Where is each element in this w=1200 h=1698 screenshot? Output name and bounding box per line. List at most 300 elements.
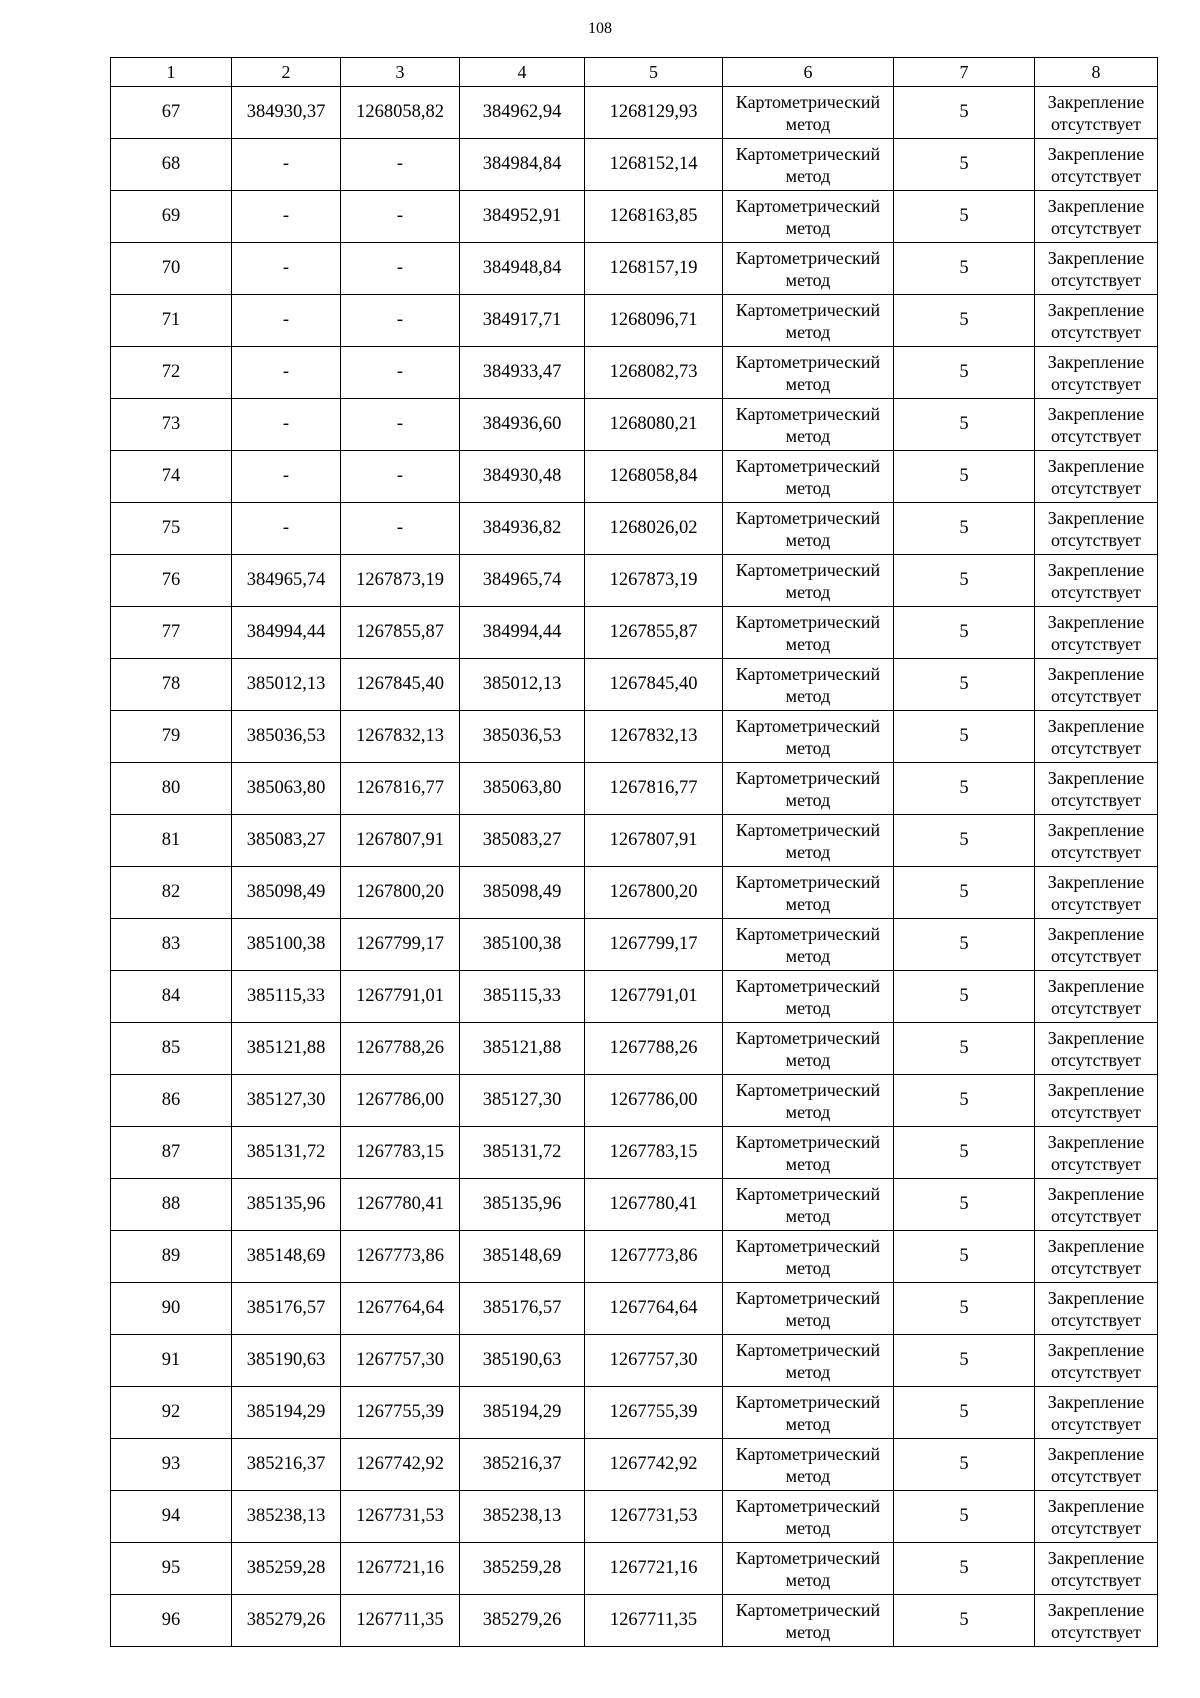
table-row — [111, 1543, 1158, 1595]
fixing-text: отсутствует — [1050, 165, 1142, 186]
accuracy-cell: 5 — [894, 295, 1035, 347]
point-number-cell: 84 — [111, 971, 232, 1023]
coord-x-new-cell: 384962,94 — [460, 87, 585, 139]
column-header: 6 — [723, 58, 894, 87]
coord-y-new-cell: 1267873,19 — [585, 555, 723, 607]
fixing-text: отсутствует — [1050, 997, 1142, 1018]
accuracy-cell: 5 — [894, 763, 1035, 815]
fixing-cell — [1035, 243, 1158, 295]
method-text: метод — [785, 841, 831, 862]
method-text: Картометрический — [735, 611, 881, 632]
method-cell — [723, 763, 894, 815]
fixing-text: Закрепление — [1047, 1391, 1145, 1412]
coord-y-new-cell: 1267783,15 — [585, 1127, 723, 1179]
method-text: Картометрический — [735, 767, 881, 788]
fixing-text: Закрепление — [1047, 715, 1145, 736]
method-cell — [723, 1595, 894, 1647]
coord-x-old-cell: - — [232, 295, 341, 347]
method-text: метод — [785, 269, 831, 290]
method-cell — [723, 815, 894, 867]
table-row — [111, 1127, 1158, 1179]
coord-x-old-cell: 385135,96 — [232, 1179, 341, 1231]
coord-x-new-cell: 384984,84 — [460, 139, 585, 191]
coord-y-old-cell: 1267832,13 — [341, 711, 460, 763]
point-number-cell: 91 — [111, 1335, 232, 1387]
method-cell — [723, 503, 894, 555]
coord-y-new-cell: 1267855,87 — [585, 607, 723, 659]
fixing-cell — [1035, 399, 1158, 451]
point-number-cell: 72 — [111, 347, 232, 399]
accuracy-cell: 5 — [894, 243, 1035, 295]
fixing-text: отсутствует — [1050, 841, 1142, 862]
method-text: метод — [785, 217, 831, 238]
coord-x-new-cell: 385063,80 — [460, 763, 585, 815]
point-number-cell: 86 — [111, 1075, 232, 1127]
method-text: метод — [785, 1569, 831, 1590]
header-row — [111, 58, 1158, 87]
accuracy-cell: 5 — [894, 1335, 1035, 1387]
method-cell — [723, 295, 894, 347]
fixing-text: Закрепление — [1047, 871, 1145, 892]
fixing-text: Закрепление — [1047, 1287, 1145, 1308]
coord-y-old-cell: 1267757,30 — [341, 1335, 460, 1387]
method-text: метод — [785, 1309, 831, 1330]
table-row — [111, 1283, 1158, 1335]
coord-y-old-cell: 1267773,86 — [341, 1231, 460, 1283]
coord-y-old-cell: 1267816,77 — [341, 763, 460, 815]
accuracy-cell: 5 — [894, 1387, 1035, 1439]
coord-x-new-cell: 385083,27 — [460, 815, 585, 867]
method-text: Картометрический — [735, 1235, 881, 1256]
table-row — [111, 243, 1158, 295]
fixing-text: Закрепление — [1047, 1027, 1145, 1048]
fixing-cell — [1035, 1127, 1158, 1179]
coord-x-old-cell: - — [232, 243, 341, 295]
fixing-text: Закрепление — [1047, 195, 1145, 216]
fixing-text: Закрепление — [1047, 611, 1145, 632]
coord-x-old-cell: 385036,53 — [232, 711, 341, 763]
method-text: метод — [785, 1205, 831, 1226]
method-cell — [723, 347, 894, 399]
point-number-cell: 73 — [111, 399, 232, 451]
method-cell — [723, 451, 894, 503]
coord-y-new-cell: 1268026,02 — [585, 503, 723, 555]
table-row — [111, 1075, 1158, 1127]
fixing-text: отсутствует — [1050, 685, 1142, 706]
method-text: метод — [785, 633, 831, 654]
fixing-text: Закрепление — [1047, 403, 1145, 424]
column-header: 1 — [111, 58, 232, 87]
fixing-cell — [1035, 659, 1158, 711]
coord-x-new-cell: 384917,71 — [460, 295, 585, 347]
method-text: метод — [785, 893, 831, 914]
coord-y-old-cell: 1267764,64 — [341, 1283, 460, 1335]
accuracy-cell: 5 — [894, 607, 1035, 659]
fixing-text: Закрепление — [1047, 559, 1145, 580]
coord-x-new-cell: 385131,72 — [460, 1127, 585, 1179]
fixing-cell — [1035, 1543, 1158, 1595]
method-text: метод — [785, 1361, 831, 1382]
coord-y-new-cell: 1267755,39 — [585, 1387, 723, 1439]
point-number-cell: 80 — [111, 763, 232, 815]
coord-x-new-cell: 385259,28 — [460, 1543, 585, 1595]
fixing-text: Закрепление — [1047, 351, 1145, 372]
fixing-text: Закрепление — [1047, 1079, 1145, 1100]
coord-x-new-cell: 385190,63 — [460, 1335, 585, 1387]
coord-y-old-cell: - — [341, 347, 460, 399]
coord-x-new-cell: 384933,47 — [460, 347, 585, 399]
method-text: Картометрический — [735, 1027, 881, 1048]
coord-x-old-cell: 385238,13 — [232, 1491, 341, 1543]
coord-y-new-cell: 1267807,91 — [585, 815, 723, 867]
method-text: метод — [785, 477, 831, 498]
method-cell — [723, 1491, 894, 1543]
coord-x-old-cell: 385083,27 — [232, 815, 341, 867]
method-text: Картометрический — [735, 91, 881, 112]
fixing-cell — [1035, 139, 1158, 191]
accuracy-cell: 5 — [894, 659, 1035, 711]
point-number-cell: 82 — [111, 867, 232, 919]
method-text: Картометрический — [735, 195, 881, 216]
method-text: метод — [785, 685, 831, 706]
table-row — [111, 295, 1158, 347]
method-text: метод — [785, 789, 831, 810]
coord-x-old-cell: - — [232, 191, 341, 243]
coord-y-new-cell: 1267780,41 — [585, 1179, 723, 1231]
fixing-cell — [1035, 1179, 1158, 1231]
coord-y-old-cell: - — [341, 139, 460, 191]
method-cell — [723, 1335, 894, 1387]
coord-y-new-cell: 1267721,16 — [585, 1543, 723, 1595]
coord-x-old-cell: 385216,37 — [232, 1439, 341, 1491]
coord-y-old-cell: - — [341, 295, 460, 347]
coord-x-new-cell: 385194,29 — [460, 1387, 585, 1439]
accuracy-cell: 5 — [894, 503, 1035, 555]
coord-y-new-cell: 1267764,64 — [585, 1283, 723, 1335]
table-row — [111, 347, 1158, 399]
accuracy-cell: 5 — [894, 555, 1035, 607]
coord-y-old-cell: 1267783,15 — [341, 1127, 460, 1179]
method-text: метод — [785, 737, 831, 758]
coord-y-new-cell: 1267711,35 — [585, 1595, 723, 1647]
method-text: Картометрический — [735, 663, 881, 684]
coord-x-new-cell: 385176,57 — [460, 1283, 585, 1335]
coord-x-new-cell: 385135,96 — [460, 1179, 585, 1231]
method-cell — [723, 1439, 894, 1491]
method-cell — [723, 867, 894, 919]
method-text: метод — [785, 1049, 831, 1070]
method-text: метод — [785, 1621, 831, 1642]
method-cell — [723, 1023, 894, 1075]
method-cell — [723, 971, 894, 1023]
coord-x-old-cell: 385131,72 — [232, 1127, 341, 1179]
column-header: 3 — [341, 58, 460, 87]
coord-y-old-cell: - — [341, 243, 460, 295]
coord-y-new-cell: 1268163,85 — [585, 191, 723, 243]
method-text: Картометрический — [735, 1547, 881, 1568]
method-text: метод — [785, 1465, 831, 1486]
method-text: метод — [785, 113, 831, 134]
fixing-text: отсутствует — [1050, 1257, 1142, 1278]
table-row — [111, 971, 1158, 1023]
point-number-cell: 78 — [111, 659, 232, 711]
fixing-cell — [1035, 1023, 1158, 1075]
point-number-cell: 79 — [111, 711, 232, 763]
coord-x-new-cell: 384965,74 — [460, 555, 585, 607]
coord-y-old-cell: 1267786,00 — [341, 1075, 460, 1127]
table-row — [111, 139, 1158, 191]
coord-y-old-cell: - — [341, 451, 460, 503]
coord-x-new-cell: 385115,33 — [460, 971, 585, 1023]
coord-y-old-cell: - — [341, 399, 460, 451]
coord-y-new-cell: 1268152,14 — [585, 139, 723, 191]
coord-x-old-cell: 385098,49 — [232, 867, 341, 919]
method-cell — [723, 659, 894, 711]
accuracy-cell: 5 — [894, 347, 1035, 399]
fixing-cell — [1035, 867, 1158, 919]
coord-x-new-cell: 385148,69 — [460, 1231, 585, 1283]
coord-y-old-cell: 1267791,01 — [341, 971, 460, 1023]
coord-x-new-cell: 385127,30 — [460, 1075, 585, 1127]
coord-x-old-cell: 385012,13 — [232, 659, 341, 711]
coord-x-new-cell: 385279,26 — [460, 1595, 585, 1647]
fixing-text: отсутствует — [1050, 1205, 1142, 1226]
method-cell — [723, 1543, 894, 1595]
coord-x-new-cell: 385121,88 — [460, 1023, 585, 1075]
coord-x-new-cell: 385216,37 — [460, 1439, 585, 1491]
method-text: метод — [785, 321, 831, 342]
fixing-text: отсутствует — [1050, 581, 1142, 602]
point-number-cell: 94 — [111, 1491, 232, 1543]
point-number-cell: 87 — [111, 1127, 232, 1179]
fixing-text: Закрепление — [1047, 507, 1145, 528]
fixing-text: Закрепление — [1047, 1599, 1145, 1620]
fixing-text: отсутствует — [1050, 1153, 1142, 1174]
method-text: Картометрический — [735, 975, 881, 996]
fixing-text: отсутствует — [1050, 1413, 1142, 1434]
table-row — [111, 919, 1158, 971]
coord-x-old-cell: 385194,29 — [232, 1387, 341, 1439]
fixing-cell — [1035, 1335, 1158, 1387]
point-number-cell: 69 — [111, 191, 232, 243]
point-number-cell: 74 — [111, 451, 232, 503]
fixing-text: Закрепление — [1047, 1443, 1145, 1464]
coord-x-old-cell: 385190,63 — [232, 1335, 341, 1387]
point-number-cell: 81 — [111, 815, 232, 867]
point-number-cell: 75 — [111, 503, 232, 555]
fixing-text: Закрепление — [1047, 1235, 1145, 1256]
fixing-cell — [1035, 711, 1158, 763]
coord-y-old-cell: 1267731,53 — [341, 1491, 460, 1543]
accuracy-cell: 5 — [894, 191, 1035, 243]
accuracy-cell: 5 — [894, 867, 1035, 919]
fixing-text: отсутствует — [1050, 321, 1142, 342]
fixing-cell — [1035, 347, 1158, 399]
method-cell — [723, 1387, 894, 1439]
coord-x-new-cell: 384936,60 — [460, 399, 585, 451]
fixing-text: отсутствует — [1050, 1465, 1142, 1486]
coord-y-old-cell: 1267855,87 — [341, 607, 460, 659]
method-text: Картометрический — [735, 559, 881, 580]
fixing-cell — [1035, 815, 1158, 867]
fixing-text: отсутствует — [1050, 529, 1142, 550]
table-row — [111, 1439, 1158, 1491]
fixing-text: отсутствует — [1050, 113, 1142, 134]
coord-x-new-cell: 385012,13 — [460, 659, 585, 711]
coord-y-new-cell: 1267786,00 — [585, 1075, 723, 1127]
fixing-text: Закрепление — [1047, 819, 1145, 840]
column-header: 5 — [585, 58, 723, 87]
page-number: 108 — [588, 20, 612, 37]
accuracy-cell: 5 — [894, 139, 1035, 191]
coord-x-old-cell: 385176,57 — [232, 1283, 341, 1335]
accuracy-cell: 5 — [894, 919, 1035, 971]
method-cell — [723, 1127, 894, 1179]
fixing-text: отсутствует — [1050, 1621, 1142, 1642]
accuracy-cell: 5 — [894, 1595, 1035, 1647]
method-text: Картометрический — [735, 1391, 881, 1412]
point-number-cell: 83 — [111, 919, 232, 971]
method-text: Картометрический — [735, 1287, 881, 1308]
fixing-cell — [1035, 1231, 1158, 1283]
method-text: Картометрический — [735, 715, 881, 736]
accuracy-cell: 5 — [894, 1439, 1035, 1491]
method-text: метод — [785, 1101, 831, 1122]
fixing-text: отсутствует — [1050, 217, 1142, 238]
fixing-cell — [1035, 191, 1158, 243]
coord-y-old-cell: 1267788,26 — [341, 1023, 460, 1075]
point-number-cell: 96 — [111, 1595, 232, 1647]
accuracy-cell: 5 — [894, 1075, 1035, 1127]
fixing-text: Закрепление — [1047, 923, 1145, 944]
fixing-cell — [1035, 1439, 1158, 1491]
method-cell — [723, 919, 894, 971]
coord-y-new-cell: 1267800,20 — [585, 867, 723, 919]
coord-y-new-cell: 1267788,26 — [585, 1023, 723, 1075]
fixing-cell — [1035, 1595, 1158, 1647]
coord-x-old-cell: 385259,28 — [232, 1543, 341, 1595]
coord-x-old-cell: - — [232, 503, 341, 555]
coord-y-old-cell: 1267845,40 — [341, 659, 460, 711]
coord-y-new-cell: 1268058,84 — [585, 451, 723, 503]
accuracy-cell: 5 — [894, 399, 1035, 451]
fixing-cell — [1035, 763, 1158, 815]
coord-y-new-cell: 1267773,86 — [585, 1231, 723, 1283]
coord-y-old-cell: 1267711,35 — [341, 1595, 460, 1647]
table-row — [111, 867, 1158, 919]
fixing-text: отсутствует — [1050, 1309, 1142, 1330]
table-row — [111, 1179, 1158, 1231]
method-text: Картометрический — [735, 1079, 881, 1100]
fixing-text: Закрепление — [1047, 455, 1145, 476]
table-row — [111, 503, 1158, 555]
method-text: Картометрический — [735, 1495, 881, 1516]
coord-x-old-cell: - — [232, 139, 341, 191]
coord-y-old-cell: 1267799,17 — [341, 919, 460, 971]
fixing-text: отсутствует — [1050, 945, 1142, 966]
column-header: 2 — [232, 58, 341, 87]
method-text: Картометрический — [735, 455, 881, 476]
accuracy-cell: 5 — [894, 711, 1035, 763]
fixing-text: Закрепление — [1047, 975, 1145, 996]
method-text: Картометрический — [735, 247, 881, 268]
coord-x-old-cell: 384965,74 — [232, 555, 341, 607]
fixing-text: отсутствует — [1050, 1517, 1142, 1538]
method-text: Картометрический — [735, 299, 881, 320]
coord-y-new-cell: 1267832,13 — [585, 711, 723, 763]
fixing-cell — [1035, 607, 1158, 659]
coord-y-new-cell: 1268080,21 — [585, 399, 723, 451]
fixing-cell — [1035, 971, 1158, 1023]
coord-y-new-cell: 1268082,73 — [585, 347, 723, 399]
table-row — [111, 1491, 1158, 1543]
fixing-text: Закрепление — [1047, 247, 1145, 268]
coord-y-new-cell: 1268096,71 — [585, 295, 723, 347]
coord-y-old-cell: 1267755,39 — [341, 1387, 460, 1439]
method-cell — [723, 243, 894, 295]
coord-x-old-cell: 384930,37 — [232, 87, 341, 139]
method-cell — [723, 1283, 894, 1335]
method-text: Картометрический — [735, 1339, 881, 1360]
fixing-text: Закрепление — [1047, 1183, 1145, 1204]
column-header: 4 — [460, 58, 585, 87]
method-text: метод — [785, 425, 831, 446]
accuracy-cell: 5 — [894, 1491, 1035, 1543]
coordinates-table — [110, 57, 1158, 1647]
coord-x-new-cell: 384994,44 — [460, 607, 585, 659]
point-number-cell: 70 — [111, 243, 232, 295]
method-cell — [723, 1231, 894, 1283]
method-text: метод — [785, 1517, 831, 1538]
fixing-text: Закрепление — [1047, 1339, 1145, 1360]
method-text: метод — [785, 997, 831, 1018]
fixing-text: Закрепление — [1047, 1547, 1145, 1568]
fixing-text: отсутствует — [1050, 737, 1142, 758]
table-row — [111, 711, 1158, 763]
fixing-cell — [1035, 295, 1158, 347]
table-row — [111, 815, 1158, 867]
fixing-text: отсутствует — [1050, 893, 1142, 914]
coord-y-old-cell: 1268058,82 — [341, 87, 460, 139]
fixing-cell — [1035, 451, 1158, 503]
coord-y-new-cell: 1267845,40 — [585, 659, 723, 711]
method-cell — [723, 1075, 894, 1127]
method-text: Картометрический — [735, 143, 881, 164]
fixing-cell — [1035, 919, 1158, 971]
coord-y-old-cell: 1267800,20 — [341, 867, 460, 919]
coord-y-new-cell: 1267791,01 — [585, 971, 723, 1023]
accuracy-cell: 5 — [894, 815, 1035, 867]
coord-x-old-cell: 385121,88 — [232, 1023, 341, 1075]
method-cell — [723, 1179, 894, 1231]
coord-y-old-cell: 1267780,41 — [341, 1179, 460, 1231]
point-number-cell: 89 — [111, 1231, 232, 1283]
method-text: метод — [785, 165, 831, 186]
coord-x-new-cell: 384948,84 — [460, 243, 585, 295]
fixing-cell — [1035, 1387, 1158, 1439]
coord-x-old-cell: - — [232, 399, 341, 451]
fixing-cell — [1035, 87, 1158, 139]
method-text: Картометрический — [735, 871, 881, 892]
column-header: 7 — [894, 58, 1035, 87]
fixing-text: Закрепление — [1047, 1495, 1145, 1516]
coord-y-old-cell: - — [341, 503, 460, 555]
accuracy-cell: 5 — [894, 1179, 1035, 1231]
coord-y-old-cell: 1267742,92 — [341, 1439, 460, 1491]
fixing-text: Закрепление — [1047, 143, 1145, 164]
column-header: 8 — [1035, 58, 1158, 87]
coord-y-old-cell: 1267807,91 — [341, 815, 460, 867]
